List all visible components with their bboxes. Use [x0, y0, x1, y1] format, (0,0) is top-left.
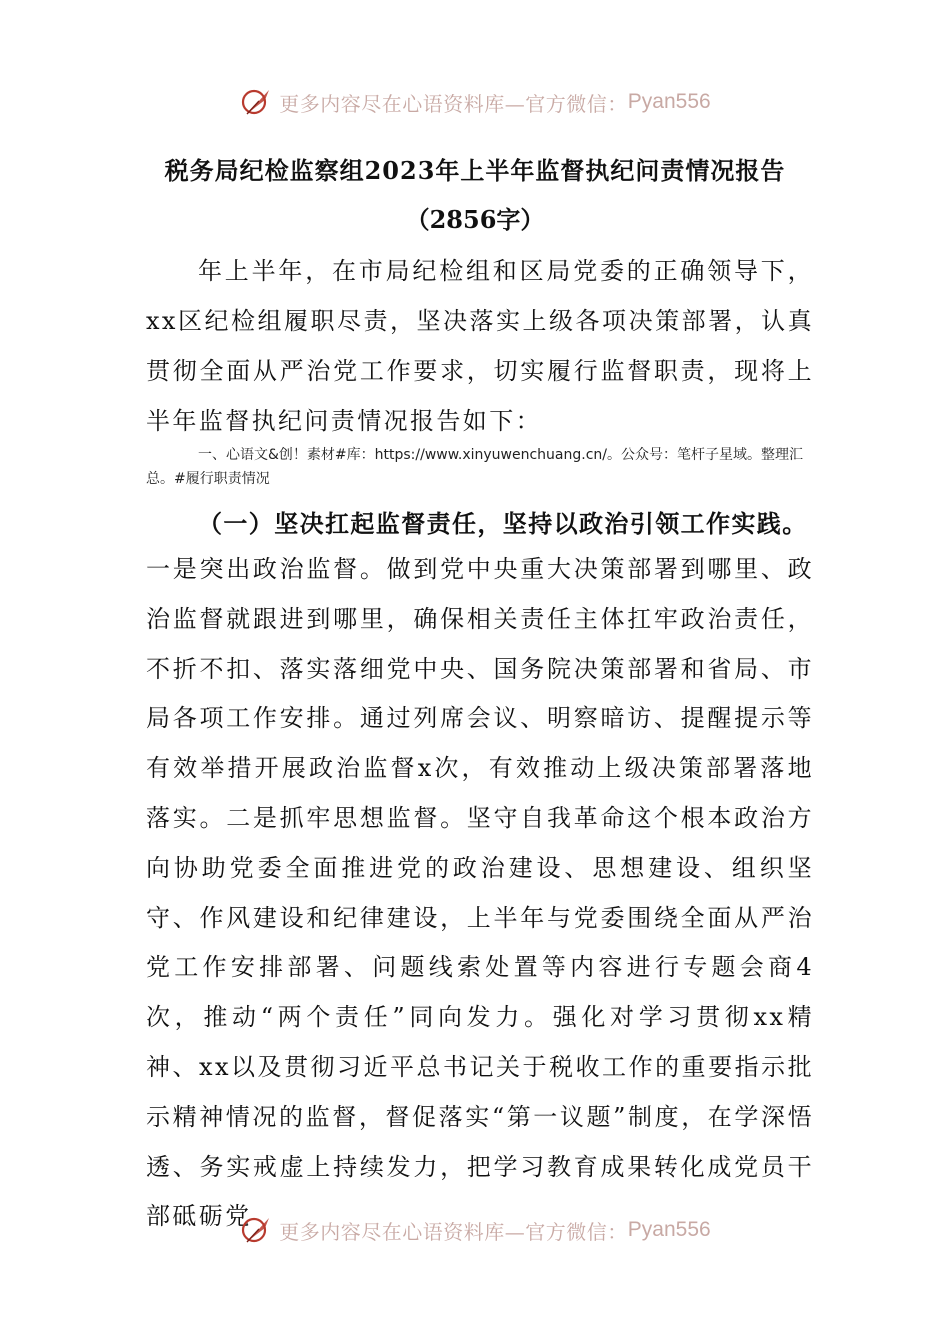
section-1-heading: （一）坚决扛起监督责任，坚持以政治引领工作实践。	[198, 509, 808, 538]
document-title: 税务局纪检监察组2023年上半年监督执纪问责情况报告	[164, 156, 786, 185]
footer-banner	[0, 1208, 950, 1252]
word-count-subtitle: （2856字）	[405, 205, 545, 234]
quill-pen-logo-icon	[239, 1212, 275, 1248]
banner-text: 更多内容尽在心语资料库—官方微信：	[279, 91, 628, 116]
source-note: 一、心语文&创！素材#库：https://www.xinyuwenchuang.cn/。公众号：笔杆子星域。整理汇总。#履行职责情况	[146, 447, 804, 487]
banner-text: 更多内容尽在心语资料库—官方微信：	[279, 1219, 628, 1244]
banner-wechat-id: Pyan556	[627, 1218, 711, 1241]
intro-paragraph: 年上半年，在市局纪检组和区局党委的正确领导下，xx区纪检组履职尽责，坚决落实上级各项决策部署，认真贯彻全面从严治党工作要求，切实履行监督职责，现将上半年监督执纪问责情况报告如下：	[146, 257, 814, 435]
header-banner	[0, 80, 950, 124]
quill-pen-logo-icon	[239, 84, 275, 120]
section-1-body: 一是突出政治监督。做到党中央重大决策部署到哪里、政治监督就跟进到哪里，确保相关责任主体扛牢政治责任，不折不扣、落实落细党中央、国务院决策部署和省局、市局各项工作安排。通过列席会议、明察暗访、提醒提示等有效举措开展政治监督x次，有效推动上级决策部署落地落实。二是抓牢思想监督。坚守自我革命这个根本政治方向协助党委全面推进党的政治建设、思想建设、组织坚守、作风建设和纪律建设，上半年与党委围绕全面从严治党工作安排部署、问题线索处置等内容进行专题会商4次，推动“两个责任”同向发力。强化对学习贯彻xx精神、xx以及贯彻习近平总书记关于税收工作的重要指示批示精神情况的监督，督促落实“第一议题”制度，在学深悟透、务实戒虚上持续发力，把学习教育成果转化成党员干部砥砺党	[146, 555, 814, 1231]
banner-wechat-id: Pyan556	[627, 90, 711, 113]
